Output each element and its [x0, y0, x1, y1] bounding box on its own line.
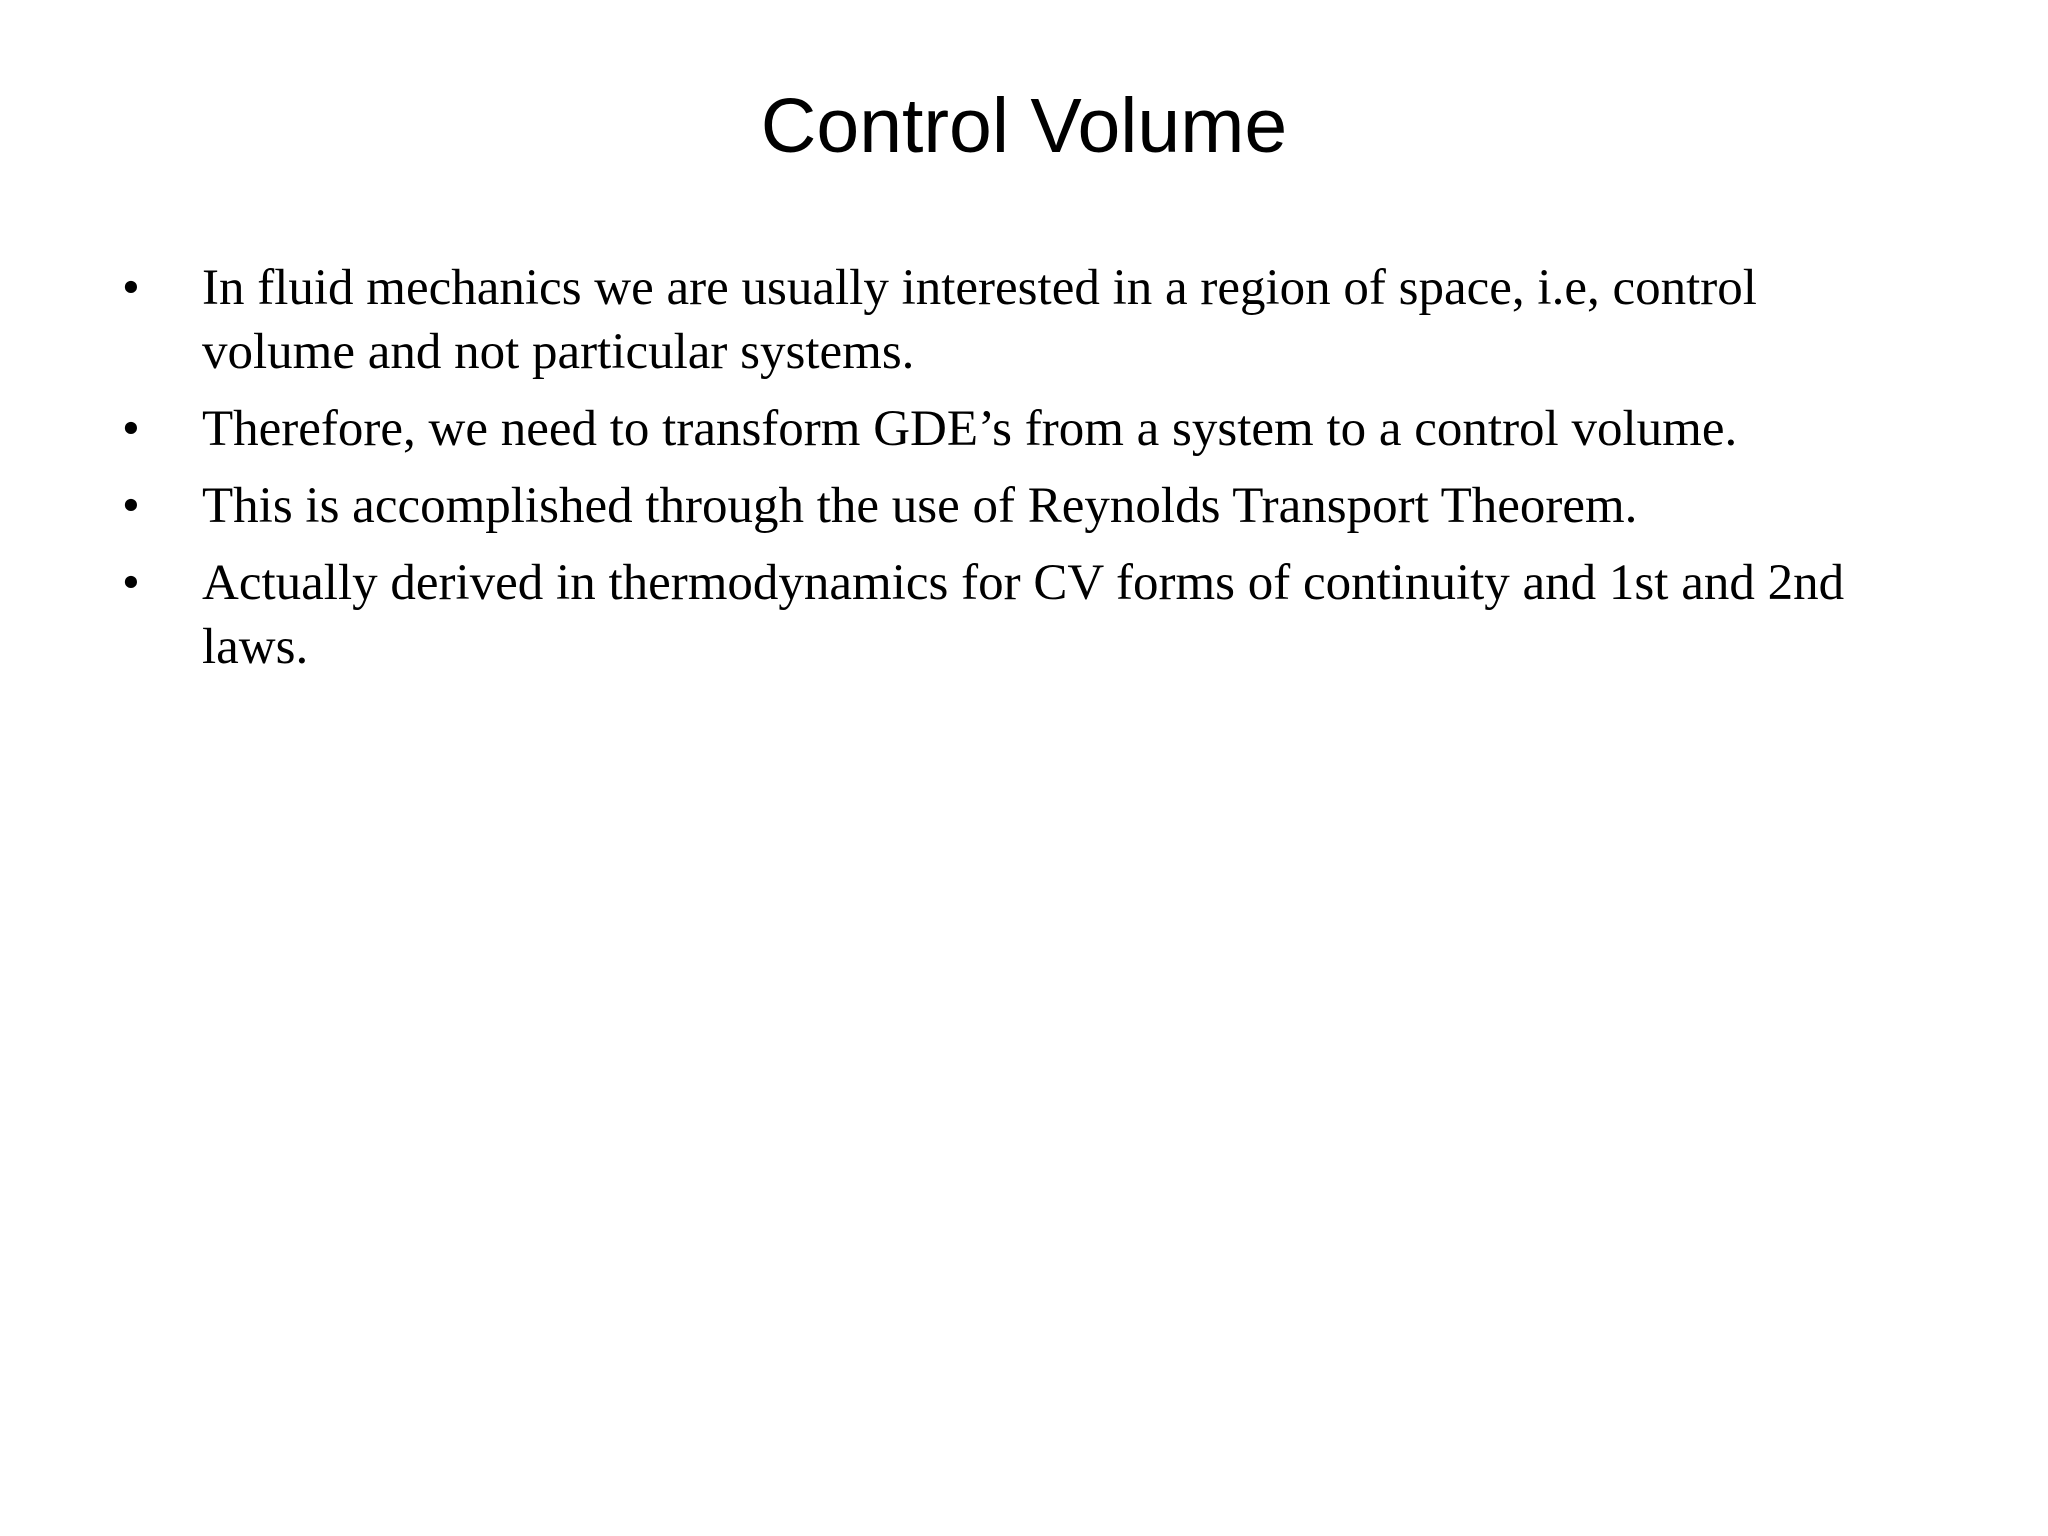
bullet-item [118, 256, 1998, 384]
bullet-text: Therefore, we need to transform GDE’s from a system to a control volume. [202, 401, 1738, 457]
bullet-text: Actually derived in thermodynamics for CV forms of continuity and 1st and 2nd laws. [202, 555, 1845, 675]
bullet-text: In fluid mechanics we are usually interested in a region of space, i.e, control volume and not particular systems. [202, 260, 1757, 380]
bullet-item [118, 397, 1998, 461]
bullet-dot-icon: • [122, 401, 140, 457]
bullet-item [118, 551, 1998, 679]
bullet-dot-icon: • [122, 260, 140, 316]
slide-title: Control Volume [760, 83, 1288, 169]
bullet-dot-icon: • [122, 555, 140, 611]
bullet-list [118, 256, 1998, 692]
bullet-text: This is accomplished through the use of Reynolds Transport Theorem. [202, 478, 1638, 534]
bullet-item [118, 474, 1998, 538]
bullet-dot-icon: • [122, 478, 140, 534]
